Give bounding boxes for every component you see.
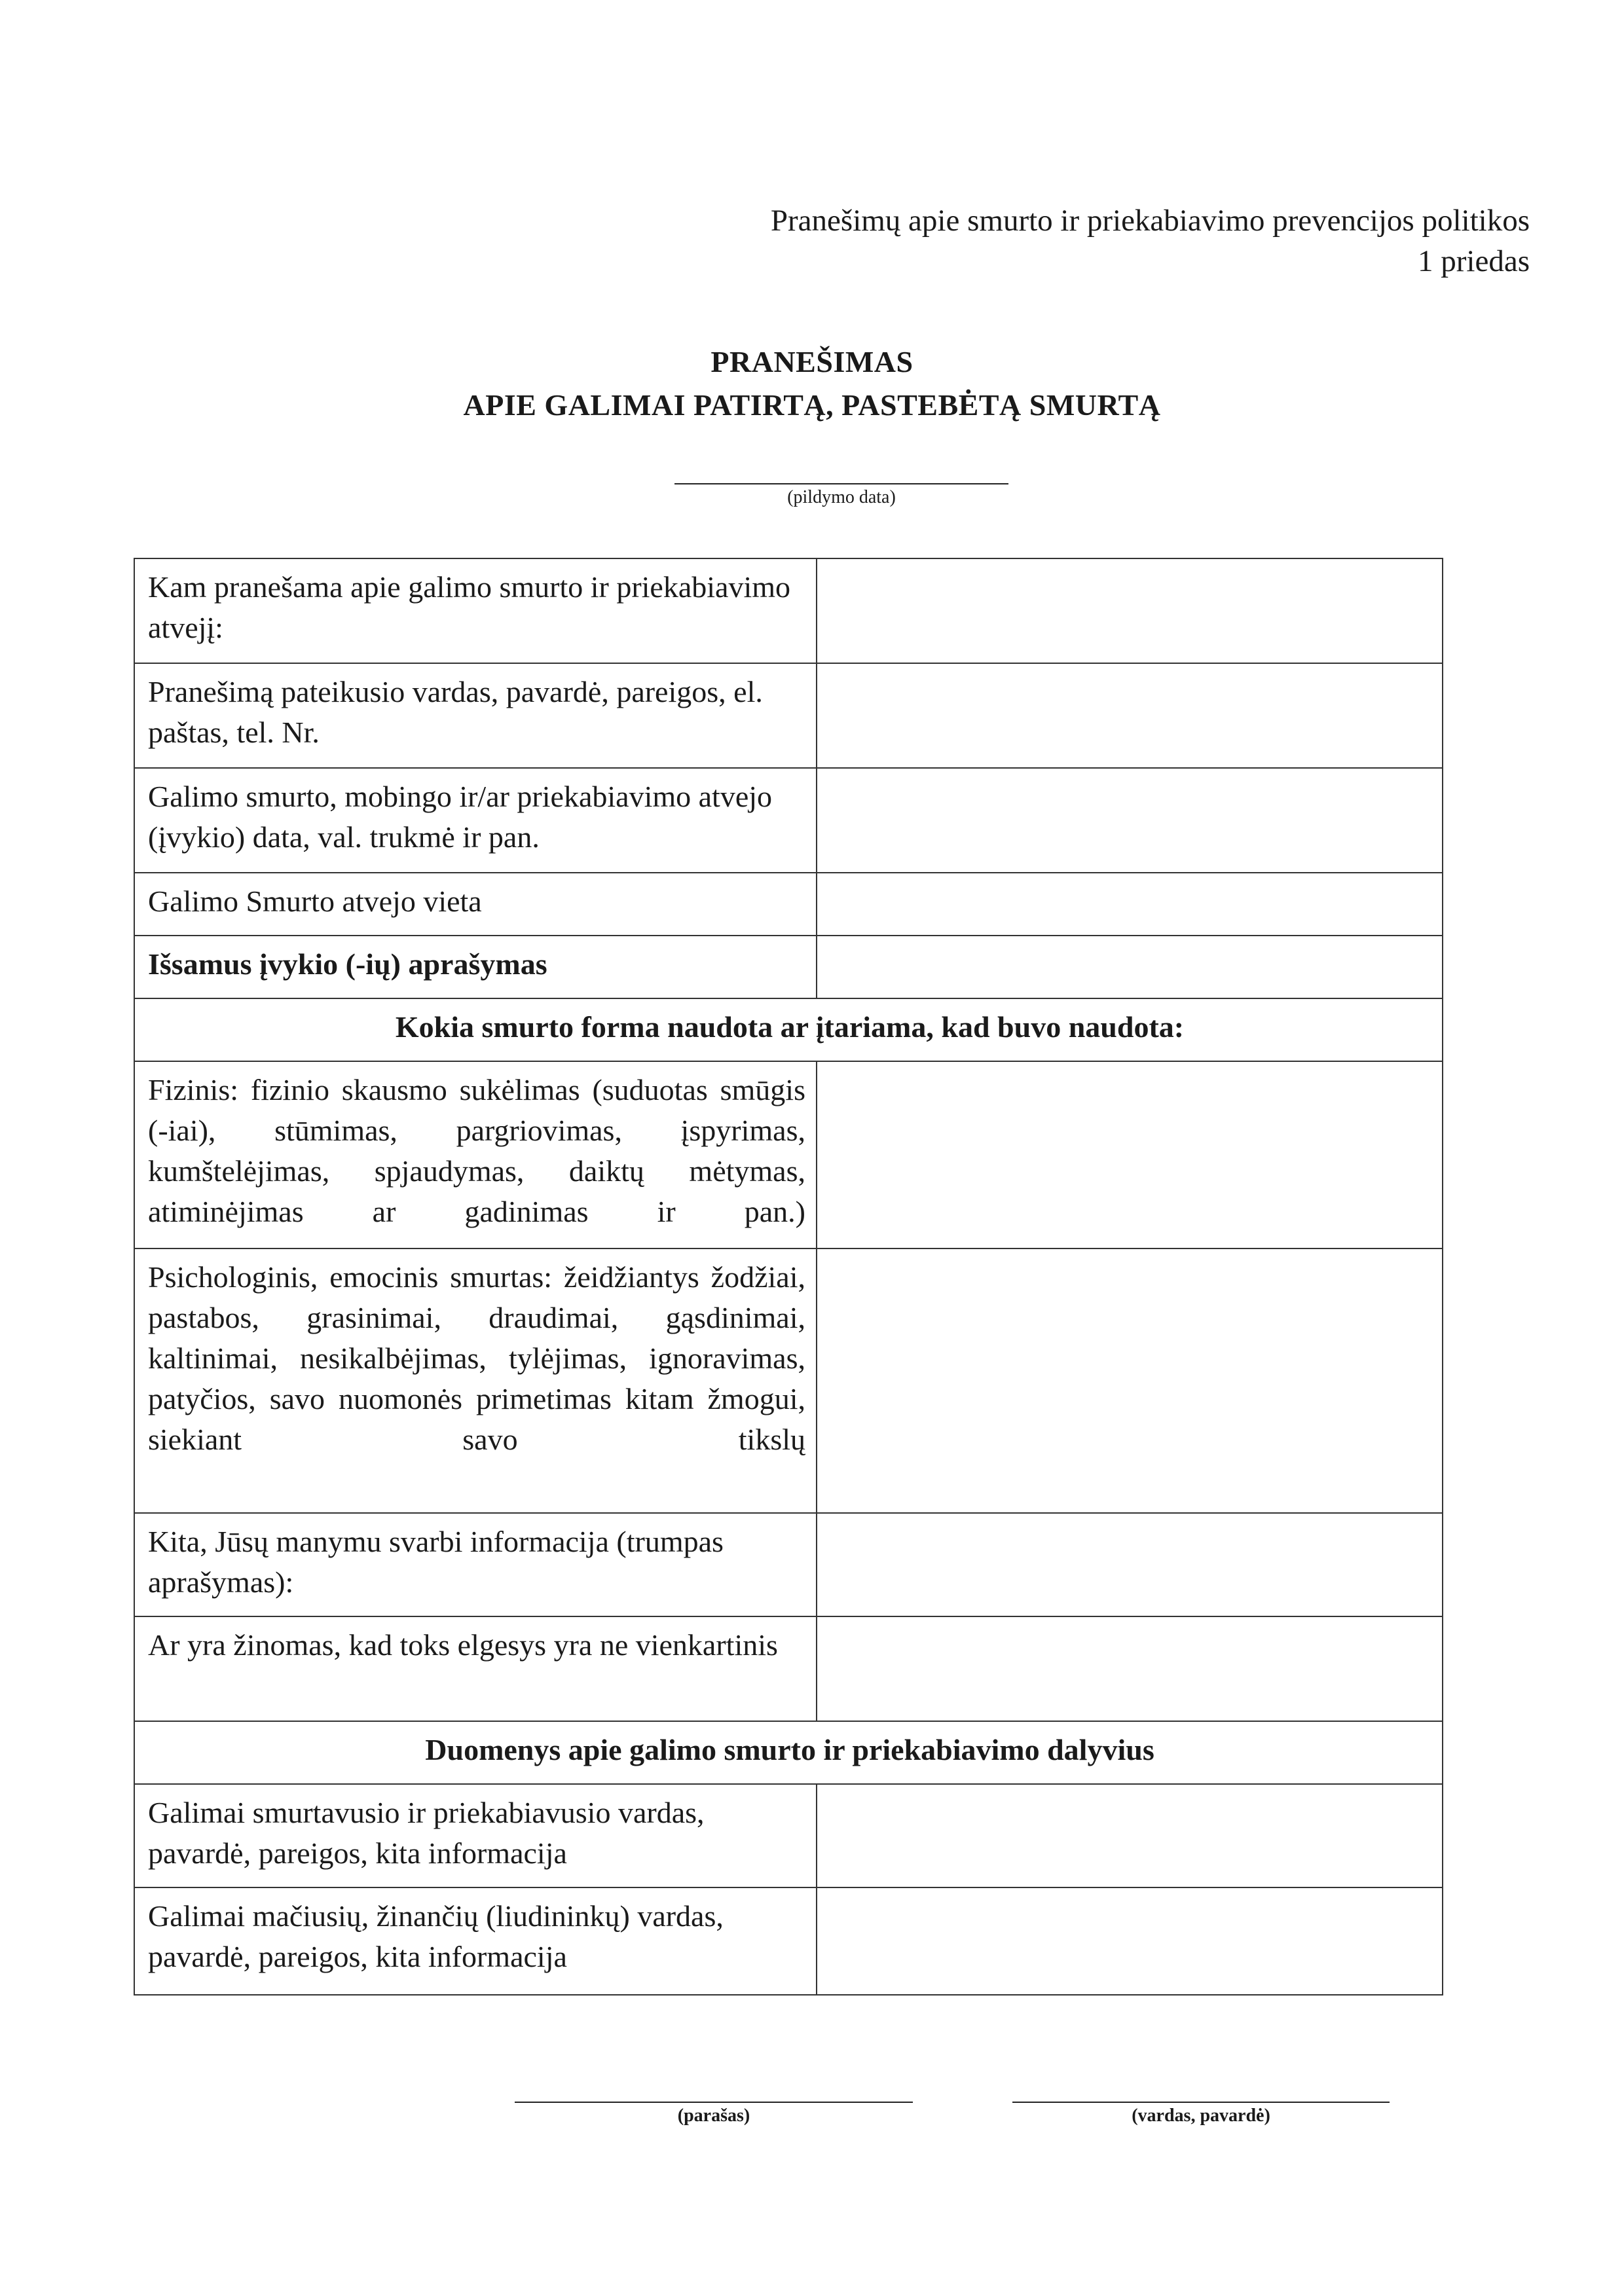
name-surname-field[interactable] (1012, 2102, 1390, 2128)
row-label-reporter: Pranešimą pateikusio vardas, pavardė, pareigos, el. paštas, tel. Nr. (134, 663, 817, 768)
header-line-2: 1 priedas (1418, 244, 1530, 278)
row-answer-perpetrator[interactable] (817, 1784, 1443, 1887)
date-line (674, 483, 1008, 484)
row-answer-recurrence[interactable] (817, 1616, 1443, 1721)
row-answer-description[interactable] (817, 936, 1443, 998)
form-row (134, 1061, 1443, 1248)
row-answer-reporter[interactable] (817, 663, 1443, 768)
form-row (134, 1784, 1443, 1887)
form-row (134, 663, 1443, 768)
row-label-physical: Fizinis: fizinio skausmo sukėlimas (suduotas smūgis (-iai), stūmimas, pargriovimas, įspyrimas, kumštelėjimas, spjaudymas, daiktų mėtymas, atiminėjimas ar gadinimas ir pan.) (134, 1061, 817, 1248)
fill-date-field[interactable] (674, 483, 1008, 509)
row-label-psychological: Psichologinis, emocinis smurtas: žeidžiantys žodžiai, pastabos, grasinimai, draudimai, gąsdinimai, kaltinimai, nesikalbėjimas, tylėjimas, ignoravimas, patyčios, savo nuomonės primetimas kitam žmogui, siekiant savo tikslų (134, 1248, 817, 1513)
date-caption: (pildymo data) (787, 487, 896, 507)
title-line-1: PRANEŠIMAS (710, 345, 913, 378)
form-row (134, 1513, 1443, 1616)
document-header-note (771, 200, 1530, 282)
report-form-table (134, 558, 1443, 1995)
row-label-recipient: Kam pranešama apie galimo smurto ir priekabiavimo atvejį: (134, 558, 817, 663)
row-answer-other-info[interactable] (817, 1513, 1443, 1616)
row-label-witnesses: Galimai mačiusių, žinančių (liudininkų) vardas, pavardė, pareigos, kita informacija (134, 1887, 817, 1995)
title-line-2: APIE GALIMAI PATIRTĄ, PASTEBĖTĄ SMURTĄ (463, 388, 1161, 422)
name-surname-line (1012, 2102, 1390, 2103)
signature-caption: (parašas) (677, 2105, 750, 2126)
row-label-other-info: Kita, Jūsų manymu svarbi informacija (trumpas aprašymas): (134, 1513, 817, 1616)
row-label-description: Išsamus įvykio (-ių) aprašymas (134, 936, 817, 998)
form-row (134, 1887, 1443, 1995)
row-answer-psychological[interactable] (817, 1248, 1443, 1513)
signature-field[interactable] (515, 2102, 913, 2128)
row-answer-incident-date[interactable] (817, 768, 1443, 873)
form-row (134, 1616, 1443, 1721)
section-participants: Duomenys apie galimo smurto ir priekabiavimo dalyvius (134, 1721, 1443, 1784)
section-row (134, 1721, 1443, 1784)
row-answer-location[interactable] (817, 873, 1443, 936)
document-title (0, 340, 1624, 427)
form-row (134, 1248, 1443, 1513)
form-row (134, 768, 1443, 873)
section-violence-form: Kokia smurto forma naudota ar įtariama, kad buvo naudota: (134, 998, 1443, 1061)
row-answer-witnesses[interactable] (817, 1887, 1443, 1995)
header-line-1: Pranešimų apie smurto ir priekabiavimo prevencijos politikos (770, 204, 1530, 238)
row-label-location: Galimo Smurto atvejo vieta (134, 873, 817, 936)
name-surname-caption: (vardas, pavardė) (1132, 2105, 1270, 2126)
row-answer-physical[interactable] (817, 1061, 1443, 1248)
row-label-incident-date: Galimo smurto, mobingo ir/ar priekabiavimo atvejo (įvykio) data, val. trukmė ir pan. (134, 768, 817, 873)
signature-line (515, 2102, 913, 2103)
form-row (134, 873, 1443, 936)
row-answer-recipient[interactable] (817, 558, 1443, 663)
row-label-recurrence: Ar yra žinomas, kad toks elgesys yra ne vienkartinis (134, 1616, 817, 1721)
section-row (134, 998, 1443, 1061)
row-label-perpetrator: Galimai smurtavusio ir priekabiavusio vardas, pavardė, pareigos, kita informacija (134, 1784, 817, 1887)
form-row (134, 558, 1443, 663)
form-row (134, 936, 1443, 998)
